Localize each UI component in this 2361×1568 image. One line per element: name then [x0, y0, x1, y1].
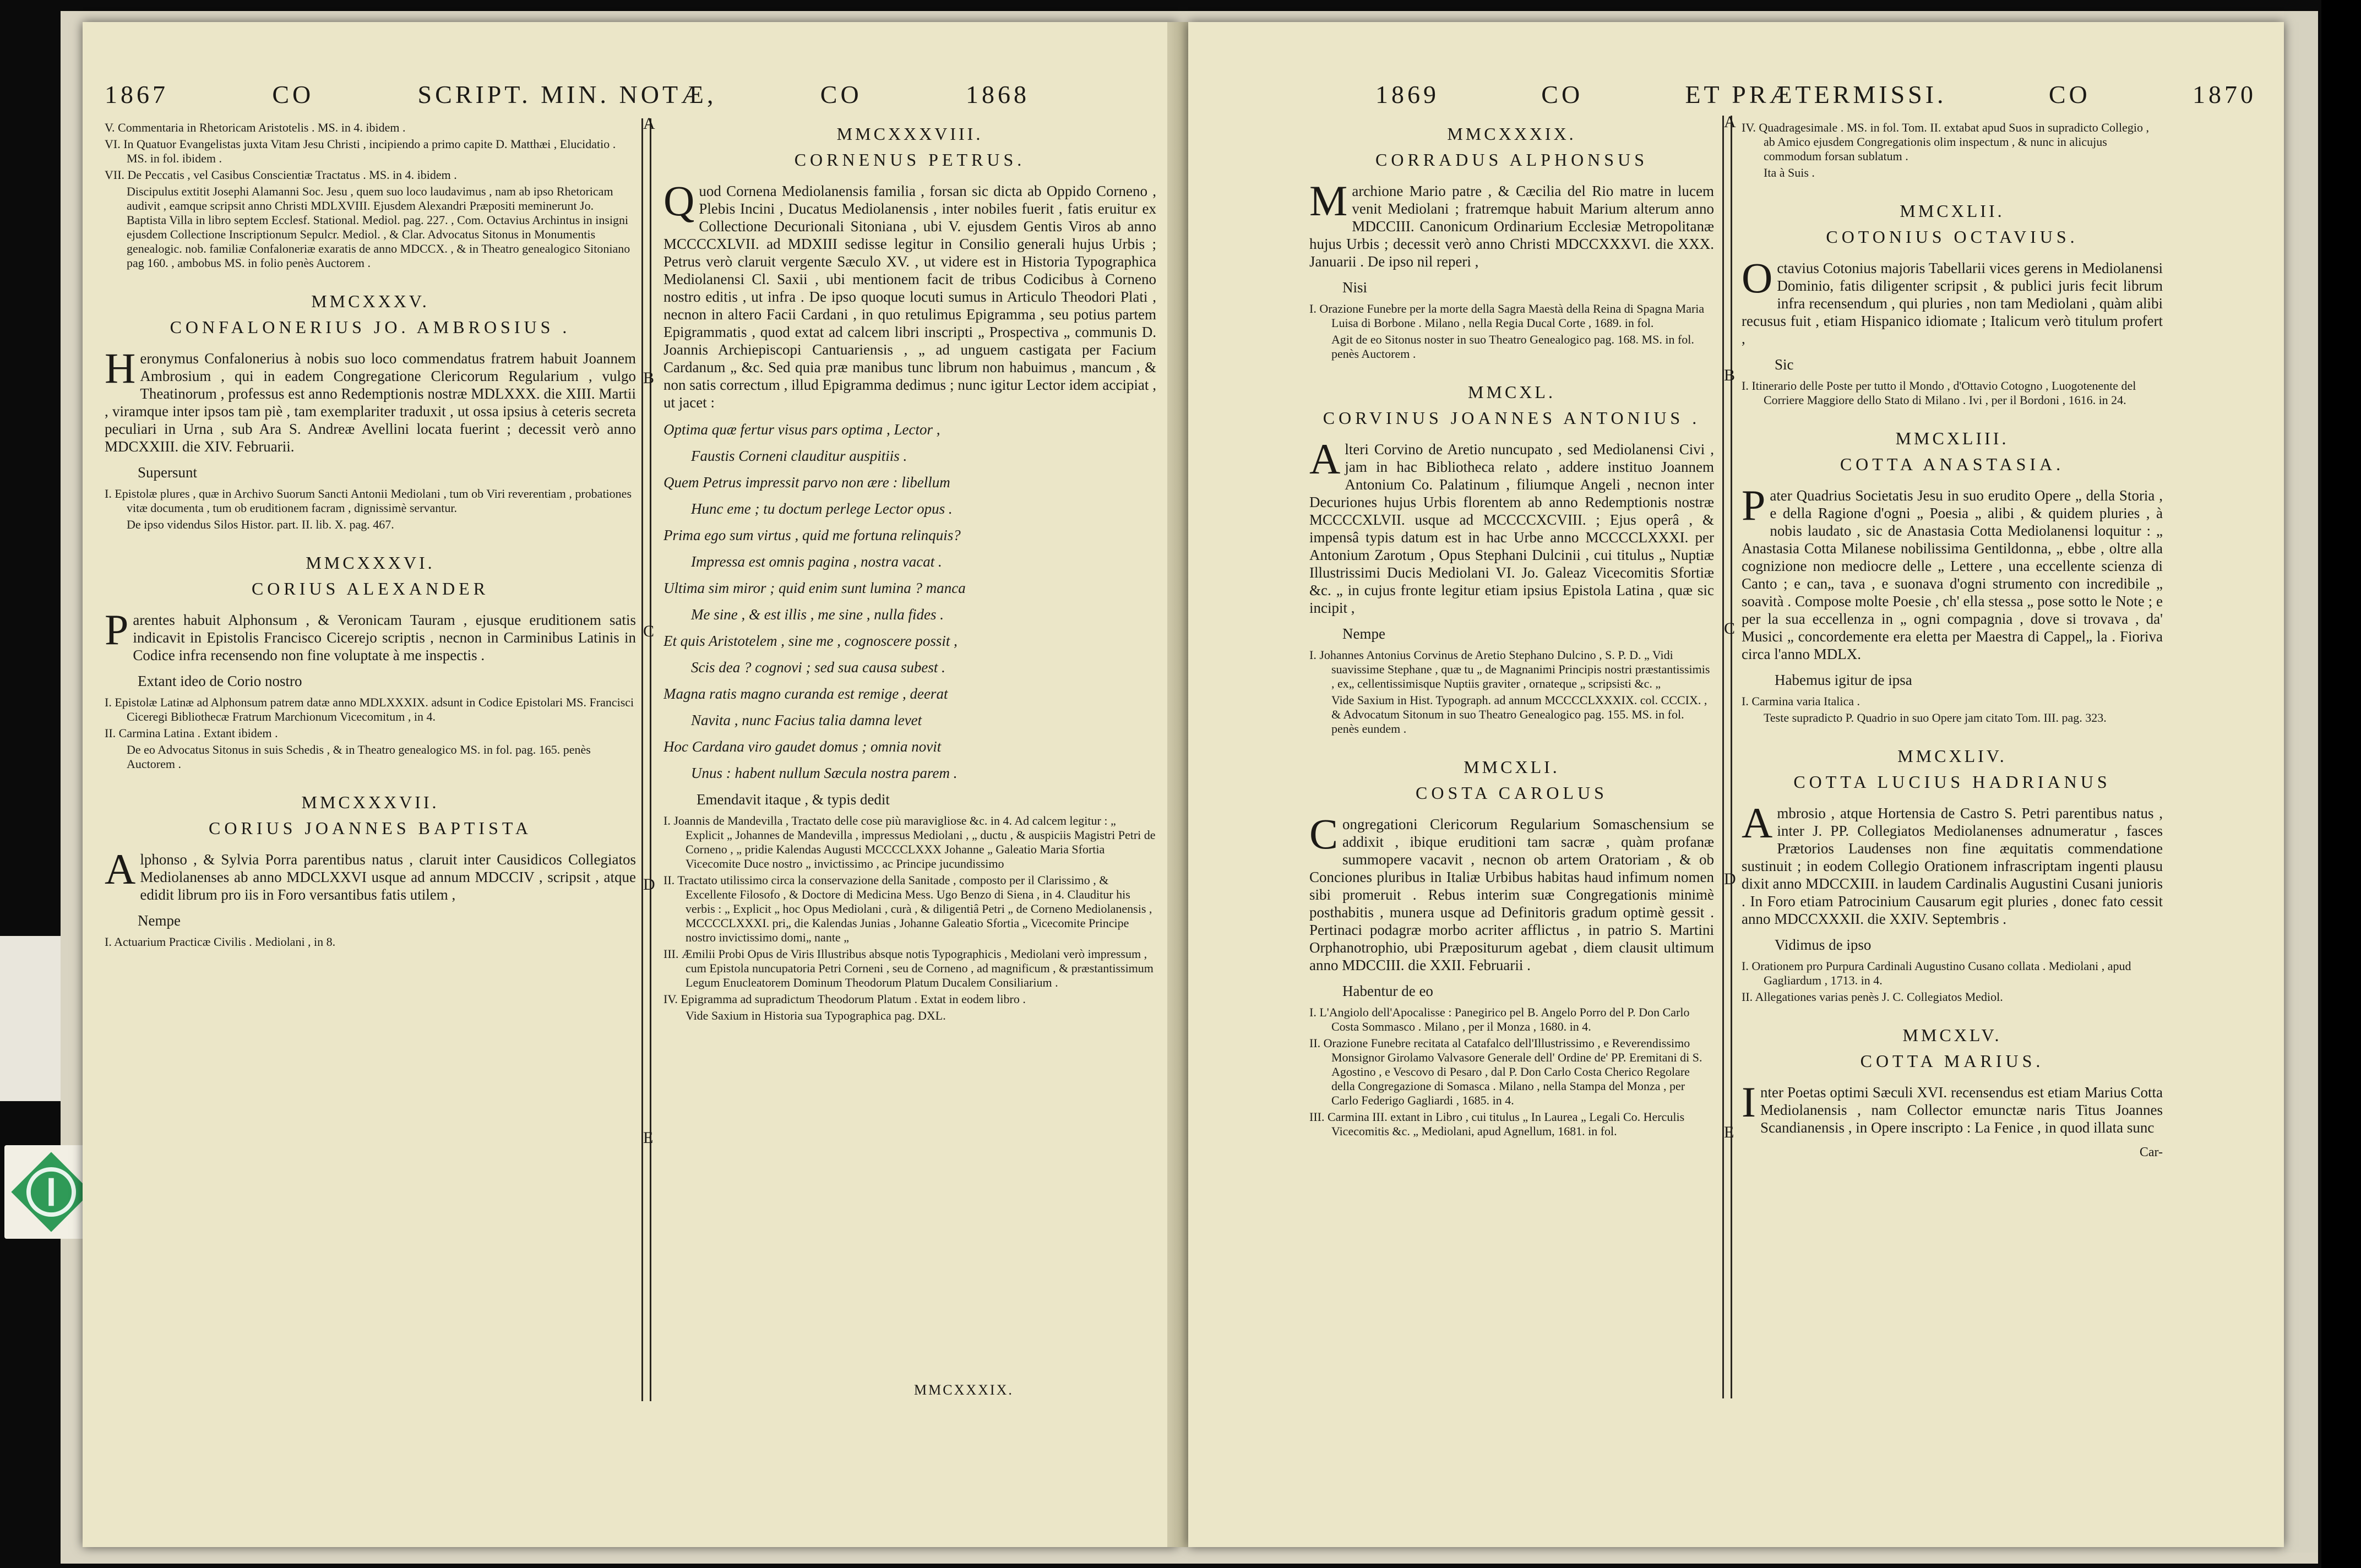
right-column-2 [1742, 118, 2163, 1487]
entry-name: CORNENUS PETRUS. [794, 150, 1026, 170]
note: Vide Saxium in Hist. Typograph. ad annum MCCCCLXXXIX. col. CCCIX. , & Advocatum Sitonum in suo Theatro Genealogico pag. 155. MS. in fol. penès eundem . [1331, 693, 1707, 736]
note: I. Johannes Antonius Corvinus de Aretio Stephano Dulcino , S. P. D. „ Vidi suavissime Stephane , quæ tu „ de Magnanimi Principis nostri præstantissimis , ex„ cellentissimisque Nuptiis graviter , ornateque „ scripsisti &c. „ [1309, 648, 1710, 690]
note: IV. Quadragesimale . MS. in fol. Tom. II. extabat apud Suos in supradicto Collegio , ab Amico ejusdem Congregationis olim inspectum , & nunc in alicujus commodum forsan sublatum . [1742, 121, 2150, 163]
entry-number: MMCXLV. [1902, 1025, 2002, 1045]
viewer-badge-icon[interactable] [8, 1148, 95, 1235]
column-rule [650, 118, 651, 1401]
page-number: 1867 [105, 80, 168, 108]
verse-line: Scis dea ? cognovi ; sed sua causa subest . [691, 659, 945, 676]
entry-text: Inter Poetas optimi Sæculi XVI. recensendus est etiam Marius Cotta Mediolanensis , nam Collector emunctæ naris Titus Joannes Scandianensis , in Opere inscripto : La Fenice , in quod illata sunc [1742, 1078, 2163, 1136]
entry-text: Congregationi Clericorum Regularium Somaschensium se addixit , ibique eruditioni tam sacræ , quàm profanæ summopere vacavit , necnon ob artem Oratoriam , & ob Conciones pluribus in Italiæ Urbibus habitas haud infimum nomen sibi promeruit . Rebus interim suæ Congregationis minimè posthabitis , munera usque ad Definitoris gradum optimè gessit . Pertinaci podagræ morbo acriter afflictus , in patrio S. Martini Orphanotrophio, ubi Præpositurum agebat , diem clausit ultimum anno MDCCIII. die XXII. Februarii . [1309, 810, 1714, 973]
verse-line: Faustis Corneni clauditur auspitiis . [691, 448, 907, 464]
note: III. Carmina III. extant in Libro , cui titulus „ In Laurea „ Legali Co. Herculis Vicecomitis &c. „ Mediolani, apud Agnellum, 1681. in fol. [1309, 1110, 1685, 1138]
entry-number: MMCXLI. [1464, 757, 1560, 777]
note: V. Commentaria in Rhetoricam Aristotelis . MS. in 4. ibidem . [105, 121, 406, 134]
note: VII. De Peccatis , vel Casibus Conscientiæ Tractatus . MS. in 4. ibidem . [105, 168, 457, 182]
subheading: Nempe [138, 912, 181, 929]
entry-name: CORRADUS ALPHONSUS [1375, 150, 1648, 170]
entry-name: CORVINUS JOANNES ANTONIUS . [1323, 408, 1701, 428]
verse-line: Magna ratis magno curanda est remige , deerat [663, 685, 948, 702]
subheading: Extant ideo de Corio nostro [138, 673, 302, 689]
entry-number: MMCXXXVIII. [836, 124, 983, 144]
verse-line: Hunc eme ; tu doctum perlege Lector opus . [691, 500, 953, 517]
note: De eo Advocatus Sitonus in suis Schedis , & in Theatro genealogico MS. in fol. pag. 165. penès Auctorem . [127, 743, 591, 771]
running-head [1375, 80, 2256, 113]
page-number: 1869 [1375, 80, 1439, 108]
note: I. L'Angiolo dell'Apocalisse : Panegirico pel B. Angelo Porro del P. Don Carlo Costa Sommasco . Milano , per il Monza , 1680. in 4. [1309, 1005, 1690, 1033]
verse-line: Unus : habent nullum Sæcula nostra parem . [691, 765, 958, 781]
note: III. Æmilii Probi Opus de Viris Illustribus absque notis Typographicis , Mediolani verò impressum , cum Epistola nuncupatoria Petri Corneni , seu de Corneno , ad magnificum , & præstantissimum Legum Enucleatorem Dominum Theodorum Platum Ducalem Consiliarium . [663, 947, 1154, 989]
note: Vide Saxium in Historia sua Typographica pag. DXL. [686, 1009, 946, 1022]
verse-line: Impressa est omnis pagina , nostra vacat . [691, 553, 942, 570]
entry-text: Quod Cornena Mediolanensis familia , forsan sic dicta ab Oppido Corneno , Plebis Incini , Ducatus Mediolanensis , inter nobiles fuerit , fatis eruitur ex Collectione Decurionali Sitoniana , ubi V. ejusdem Gentis Viros ab anno MCCCCXLVII. ad MDXIII sedisse legitur in Consilio generali hujus Urbis ; Petrus verò claruit vergente Sæculo XV. , ut videre est in Historia Typographica Mediolanensi Cl. Saxii , ubi mentionem facit de tribus Codicibus à Corneno nostro editis , ut infra . De ipso quoque locuti sumus in Articulo Theodori Plati , necnon in altero Facii Cardani , in quo retulimus Epigramma , seu potius partem Epigrammatis , quod extat ad calcem libri inscripti „ Prospectiva „ communis D. Joannis Archiepiscopi Cantuariensis , „ ad unguem castigata per Facium Cardanum „ &c. Sed quia præ manibus tunc librum non habuimus , mancum , & non satis correctum , illud Epigramma dedimus ; nunc igitur Lector idem accipiat , ut jacet : [663, 177, 1156, 411]
subheading: Supersunt [138, 464, 197, 481]
backdrop-card [0, 936, 61, 1101]
subheading: Habemus igitur de ipsa [1775, 672, 1912, 688]
note: VI. In Quatuor Evangelistas juxta Vitam Jesu Christi , incipiendo a primo capite D. Matthæi , Elucidatio . MS. in fol. ibidem . [105, 137, 616, 165]
note: II. Orazione Funebre recitata al Catafalco dell'Illustrissimo , e Reverendissimo Monsignor Girolamo Valvasore Generale dell' Ordine de' PP. Eremitani di S. Agostino , e Vescovo di Pesaro , dal P. Don Carlo Costa Cherico Regolare della Congregazione di Somasca . Milano , nella Stampa del Monza , per Carlo Federigo Gagliardi , 1685. in 4. [1309, 1036, 1702, 1107]
verse-line: Navita , nunc Facius talia damna levet [691, 712, 922, 728]
note: I. Actuarium Practicæ Civilis . Mediolani , in 8. [105, 935, 336, 949]
note: I. Joannis de Mandevilla , Tractato delle cose più maravigliose &c. in 4. Ad calcem legitur : „ Explicit „ Johannes de Mandevilla , impressus Mediolani , „ ductu , & auspiciis Magistri Petri de Corneno , „ pridie Kalendas Augusti MCCCCLXXX Johanne „ Galeatio Maria Sfortia Vicecomite Duce nostro „ invictissimo , ac Principe jucundissimo [663, 814, 1156, 870]
catchword: Car- [2139, 1145, 2163, 1159]
entry-number: MMCXXXV. [311, 291, 429, 311]
entry-name: CORIUS ALEXANDER [251, 579, 489, 598]
note: Discipulus extitit Josephi Alamanni Soc. Jesu , quem suo loco laudavimus , nam ab ipso Rhetoricam audivit , eamque scripsit anno Christi MDLXVIII. Ejusdem Alexandri Præpositi meminerunt Jo. Baptista Villa in libro septem Ecclesf. Stational. Mediol. pag. 227. , Com. Octavius Archintus in insigni ejusdem Collectione Inscriptionum Sepulcr. Mediol. , & Clar. Advocatus Sitonus in Monumentis genealogic. nob. familiæ Confaloneriæ exaratis de anno MDCCX. , & in Theatro genealogico Sitoniano pag 160. , ambobus MS. in folio penès Auctorem . [127, 184, 630, 270]
subheading: Emendavit itaque , & typis dedit [697, 791, 890, 808]
verse-line: Prima ego sum virtus , quid me fortuna relinquis? [663, 527, 961, 543]
entry-number: MMCXLIV. [1897, 746, 2007, 766]
entry-name: COTTA MARIUS. [1860, 1051, 2044, 1071]
entry-text: Heronymus Confalonerius à nobis suo loco commendatus fratrem habuit Joannem Ambrosium , qui in eadem Congregatione Clericorum Regularium , vulgo Theatinorum , professus est anno Redemptionis nostræ MDLXXX. die XIII. Martii , viramque inter ipsos tam piè , tam exemplariter traduxit , ut ossa ipsius à ceteris secreta peculiari in Urna , sub Ara S. Andreæ Avellini locata fuerint ; decessit verò anno MDCXXIII. die XIV. Februarii. [105, 344, 636, 455]
entry-name: COTONIUS OCTAVIUS. [1826, 227, 2079, 247]
verse-line: Ultima sim miror ; quid enim sunt lumina ? manca [663, 580, 966, 596]
column-rule [641, 118, 643, 1401]
entry-name: COSTA CAROLUS [1416, 783, 1608, 803]
subheading: Nisi [1342, 279, 1368, 296]
note: Agit de eo Sitonus noster in suo Theatro Genealogico pag. 168. MS. in fol. penès Auctorem . [1331, 333, 1694, 361]
margin-letter: A [643, 115, 655, 133]
verse-line: Optima quæ fertur visus pars optima , Lector , [663, 421, 940, 438]
head-title: SCRIPT. MIN. NOTÆ, [417, 80, 717, 108]
entry-number: MMCXXXVI. [306, 553, 435, 573]
note: I. Orazione Funebre per la morte della Sagra Maestà della Reina di Spagna Maria Luisa di Borbone . Milano , nella Regia Ducal Corte , 1689. in fol. [1309, 302, 1705, 330]
entry-name: COTTA LUCIUS HADRIANUS [1793, 772, 2111, 792]
margin-letter: E [643, 1129, 654, 1147]
entry-number: MMCXL. [1468, 382, 1555, 402]
verse-line: Me sine , & est illis , me sine , nulla fides . [691, 606, 944, 623]
right-column-1 [1309, 118, 1714, 1487]
verse-line: Et quis Aristotelem , sine me , cognoscere possit , [663, 633, 958, 649]
margin-letter: B [643, 369, 655, 387]
page-number: 1870 [2193, 80, 2256, 108]
column-rule [1731, 116, 1732, 1398]
note: II. Carmina Latina . Extant ibidem . [105, 726, 278, 740]
left-page [83, 22, 1178, 1547]
page-edge-right [2284, 11, 2318, 1553]
column-rule [1722, 116, 1724, 1398]
note: II. Allegationes varias penès J. C. Collegiatos Mediol. [1742, 990, 2003, 1004]
entry-name: CONFALONERIUS JO. AMBROSIUS . [170, 317, 571, 337]
head-abbr: CO [1541, 80, 1584, 108]
note: I. Carmina varia Italica . [1742, 694, 1860, 708]
margin-letter: C [1724, 619, 1736, 638]
note: I. Epistolæ plures , quæ in Archivo Suorum Sancti Antonii Mediolani , tum ob Viri reverentiam , probationes vitæ documenta , tum ob eruditionem facram , dignissimè servantur. [105, 487, 632, 515]
entry-number: MMCXLII. [1900, 201, 2005, 221]
verse-line: Quem Petrus impressit parvo non ære : libellum [663, 474, 950, 491]
note: I. Orationem pro Purpura Cardinali Augustino Cusano collata . Mediolani , apud Gagliardum , 1713. in 4. [1742, 959, 2131, 987]
left-column-1 [105, 118, 636, 1487]
entry-name: CORIUS JOANNES BAPTISTA [209, 818, 532, 838]
margin-letter: D [643, 875, 655, 894]
note: De ipso videndus Silos Histor. part. II. lib. X. pag. 467. [127, 518, 394, 531]
entry-text: Octavius Cotonius majoris Tabellarii vices gerens in Mediolanensi Dominio, fatis diligenter scripsit , & publici juris fecit librum infra recensendum , qui pluries , non tam Mediolani , quàm alibi recusus fuit , etiam Hispanico idiomate ; Italicum verò titulum profert , [1742, 254, 2163, 347]
verse-line: Hoc Cardana viro gaudet domus ; omnia novit [663, 738, 942, 755]
right-backdrop [2321, 0, 2361, 1568]
subheading: Vidimus de ipso [1775, 937, 1872, 953]
entry-number: MMCXLIII. [1895, 428, 2009, 448]
entry-text: Pater Quadrius Societatis Jesu in suo erudito Opere „ della Storia , e della Ragione d'ogni „ Poesia „ alibi , & quidem pluries , à nobis laudato , sic de Anastasia Cotta Mediolanensi loquitur : „ Anastasia Cotta Milanese nobilissima Gentildonna, „ ebbe , oltre alla cognizione non mediocre delle „ Lettere , una eccellente scienza di Canto ; e can„ tava , e suonava d'ogni strumento con incredibile „ soavità . Compose molte Poesie , ch' ella stessa „ pose sotto le Note ; e per la sua eccellenza in „ ogni compagnia , dove si trovava , da' Musici „ concordemente era eletta per Maestra di Cappel„ la . Fioriva circa l'anno MDLX. [1742, 481, 2163, 662]
margin-letter: A [1724, 113, 1736, 131]
head-abbr: CO [272, 80, 314, 108]
entry-text: Marchione Mario patre , & Cæcilia del Rio matre in lucem venit Mediolani ; fratremque habuit Marium alterum anno MDCCIII. Canonicum Ordinarium Ecclesiæ Metropolitanæ hujus Urbis ; decessit verò anno Christi MDCCXXXVI. die XXX. Januarii . De ipso nil reperi , [1309, 177, 1714, 270]
entry-number: MMCXXXVII. [301, 792, 439, 812]
entry-number: MMCXXXIX. [1447, 124, 1576, 144]
margin-letter: B [1724, 366, 1736, 384]
note: I. Itinerario delle Poste per tutto il Mondo , d'Ottavio Cotogno , Luogotenente del Corriere Maggiore dello Stato di Milano . Ivi , per il Bordoni , 1616. in 24. [1742, 379, 2136, 407]
running-head [105, 80, 1030, 113]
left-column-2 [663, 118, 1156, 1487]
entry-text: Alphonso , & Sylvia Porra parentibus natus , claruit inter Causidicos Collegiatos Mediolanenses ab anno MDCLXXVI usque ad annum MDCCIV , scripsit , atque edidit librum pro iis in Foro versantibus fatis utilem , [105, 845, 636, 903]
right-page [1188, 22, 2284, 1547]
entry-text: Alteri Corvino de Aretio nuncupato , sed Mediolanensi Civi , jam in hac Bibliotheca relato , addere instituo Joannem Antonium Co. Palatinum , filiumque Angeli , necnon inter Decuriones hujus Urbis florentem ab anno Redemptionis nostræ MCCCCXLVII. usque ad MCCCCXCVIII. ; Ejus operâ , & impensâ typis datum est in hac Urbe anno MCCCCLXXXI. per Antonium Zarotum , Opus Stephani Dulcinii , cui titulus „ Nuptiæ Illustrissimi Ducis Mediolani VI. Jo. Galeaz Vicecomitis Sfortiæ &c. „ in cujus fronte legitur etiam ipsius Epistola Latina , quæ sic incipit , [1309, 435, 1714, 616]
entry-text: Parentes habuit Alphonsum , & Veronicam Tauram , ejusque eruditionem satis indicavit in Epistolis Francisco Cicerejo scriptis , necnon in Carminibus Latinis in Codice infra recensendo non fine voluptate à me inspectis . [105, 606, 636, 663]
margin-letter: E [1724, 1123, 1734, 1141]
head-title: ET PRÆTERMISSI. [1685, 80, 1947, 108]
subheading: Nempe [1342, 625, 1385, 642]
note: I. Epistolæ Latinæ ad Alphonsum patrem datæ anno MDLXXXIX. adsunt in Codice Epistolari MS. Francisci Ciceregi Bibliothecæ Fratrum Marchionum Vicecomitum , in 4. [105, 695, 634, 723]
subheading: Habentur de eo [1342, 983, 1433, 999]
note: Ita à Suis . [1764, 166, 1815, 179]
subheading: Sic [1775, 356, 1794, 373]
page-number: 1868 [965, 80, 1030, 108]
note: Teste supradicto P. Quadrio in suo Opere jam citato Tom. III. pag. 323. [1764, 711, 2107, 725]
margin-letter: D [1724, 870, 1736, 888]
note: IV. Epigramma ad supradictum Theodorum Platum . Extat in eodem libro . [663, 992, 1026, 1006]
margin-letter: C [643, 622, 655, 640]
entry-text: Ambrosio , atque Hortensia de Castro S. Petri parentibus natus , inter J. PP. Collegiatos Mediolanenses adnumeratur , fasces Prætorios Laudenses non fine æquitatis commendatione sustinuit ; in eodem Collegio Orationem infrascriptam ingenti plausu dixit anno MDCCXIII. in laudem Cardinalis Augustini Cusani junioris . In Foro etiam Patrocinium Causarum egit pluries , donec fato cessit anno MDCCXXXII. die XXIV. Septembris . [1742, 799, 2163, 927]
head-abbr: CO [2048, 80, 2091, 108]
signature-mark: MMCXXXIX. [914, 1382, 1014, 1398]
note: II. Tractato utilissimo circa la conservazione della Sanitade , composto per il Clarissimo , & Excellente Filosofo , & Doctore di Medicina Mess. Ugo Benzo di Siena , in 4. Clauditur his verbis : „ Explicit „ hoc Opus Mediolani , curà , & diligentiâ Petri „ de Corneno Mediolanensis , MCCCCLXXXI. pri„ die Kalendas Junias , Johanne Galeatio Sfortia „ Vicecomite Principe nostro invictissimo domi„ nante „ [663, 873, 1152, 944]
entry-name: COTTA ANASTASIA. [1840, 454, 2065, 474]
head-abbr: CO [820, 80, 862, 108]
